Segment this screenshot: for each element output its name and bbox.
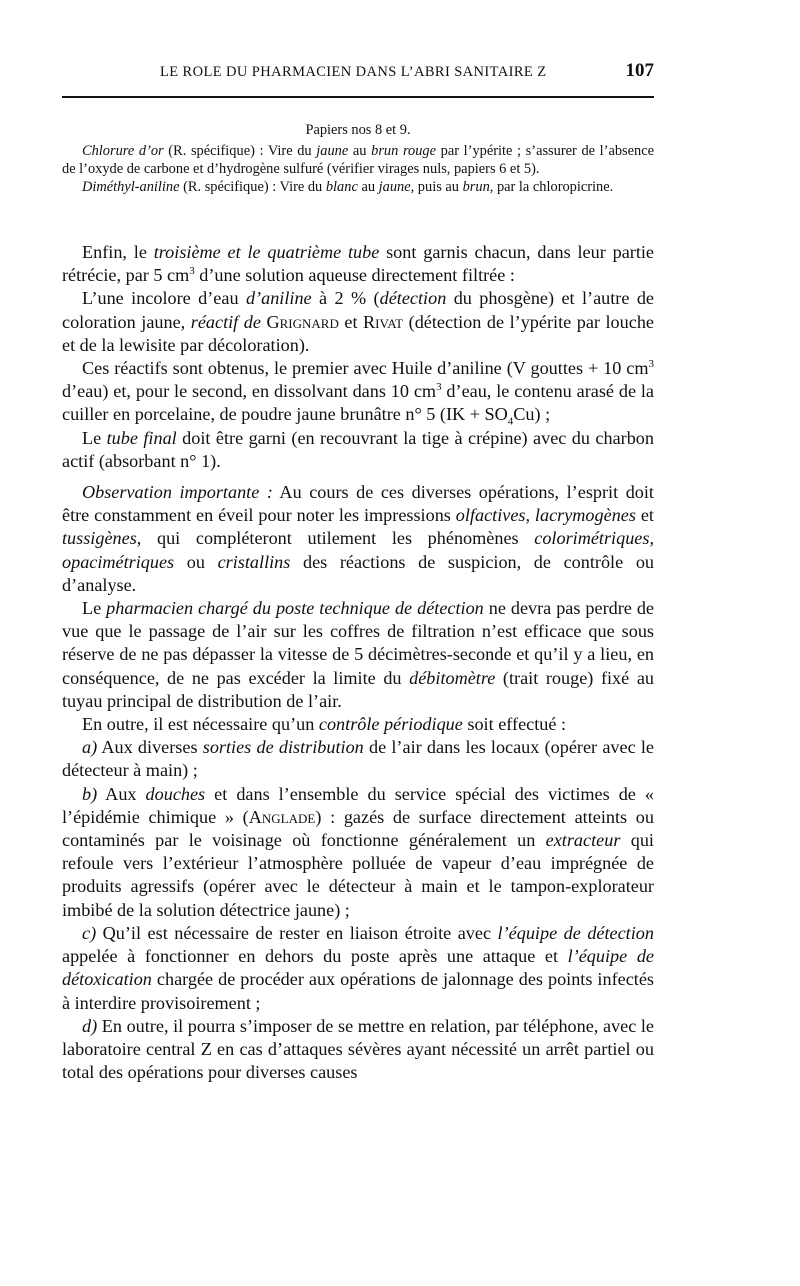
text: ou xyxy=(174,551,218,572)
superscript: 3 xyxy=(189,265,195,278)
note-dimethyl xyxy=(62,178,654,196)
body-text xyxy=(62,241,654,1084)
text: et xyxy=(635,505,654,526)
paragraph-5 xyxy=(62,481,654,597)
list-marker: d) xyxy=(82,1015,98,1036)
term: jaune xyxy=(316,143,349,159)
author-name: Rivat xyxy=(363,311,404,332)
text: En outre, il pourra s’imposer de se mettre en relation, par téléphone, avec le laboratoire central Z en cas d’attaques sévères ayant nécessité un arrêt partiel ou total des opérations pour diverses causes xyxy=(62,1015,654,1083)
text: sont garnis chacun, dans leur partie rétrécie, par 5 cm xyxy=(62,242,654,286)
emphasis: l’équipe de détection xyxy=(497,922,654,943)
note-chlorure xyxy=(62,142,654,178)
text: de l’air dans les locaux (opérer avec le détecteur à main) ; xyxy=(62,737,654,781)
list-marker: c) xyxy=(82,922,97,943)
text: des réactions de suspicion, de contrôle ou d’analyse. xyxy=(62,551,655,595)
text: et dans l’ensemble du service spécial des victimes de « l’épidémie chimique » ( xyxy=(62,783,654,827)
author-name: Grignard xyxy=(266,311,339,332)
emphasis: tube final xyxy=(106,427,177,448)
emphasis: Observation importante : xyxy=(82,482,273,503)
running-title: LE ROLE DU PHARMACIEN DANS L’ABRI SANITAIRE Z xyxy=(160,64,547,80)
term: brun xyxy=(462,179,490,195)
author-name: Anglade xyxy=(248,806,316,827)
text: (détection de l’ypérite par louche et de la lewisite par décoloration). xyxy=(62,311,654,355)
text: par l’ypérite ; s’assurer de l’absence de l’oxyde de carbone et d’hydrogène sulfuré (vérifier virages nuls, papiers 6 et 5). xyxy=(62,143,655,177)
text: Le xyxy=(82,598,107,619)
text: , puis au xyxy=(410,179,463,195)
paragraph-10 xyxy=(62,922,654,1015)
text: au xyxy=(348,143,372,159)
text: appelée à fonctionner en dehors du poste après une attaque et xyxy=(62,946,568,967)
emphasis: pharmacien chargé du poste technique de détection xyxy=(106,598,484,619)
text: Ces réactifs sont obtenus, le premier avec Huile d’aniline (V gouttes + 10 cm xyxy=(82,358,649,379)
paragraph-3 xyxy=(62,357,654,427)
text: En outre, il est nécessaire qu’un xyxy=(82,714,319,735)
text: à 2 % ( xyxy=(311,288,380,309)
superscript: 3 xyxy=(648,357,654,370)
emphasis: détection xyxy=(379,288,447,309)
text: L’une incolore d’eau xyxy=(82,288,246,309)
term: brun rouge xyxy=(371,143,436,159)
term: jaune xyxy=(378,179,411,195)
text: Le xyxy=(82,427,107,448)
emphasis: l’équipe de détoxication xyxy=(62,946,654,990)
text: (R. spécifique) : Vire du xyxy=(179,179,326,195)
text: soit effectué : xyxy=(462,714,567,735)
emphasis: troisième et le quatrième tube xyxy=(153,242,380,262)
text: Au cours de ces diverses opérations, l’esprit doit être constamment en éveil pour noter les impressions xyxy=(62,482,654,526)
text: , par la chloropicrine. xyxy=(489,179,614,195)
text: (trait rouge) fixé au tuyau principal de distribution de l’air. xyxy=(62,667,654,711)
text: d’eau) et, pour le second, en dissolvant dans 10 cm xyxy=(62,381,437,402)
term: Chlorure d’or xyxy=(82,143,164,159)
list-marker: a) xyxy=(82,737,98,758)
reagent-notes xyxy=(62,121,654,196)
paragraph-2 xyxy=(62,287,654,357)
emphasis: débitomètre xyxy=(409,667,496,688)
header-rule xyxy=(62,96,654,98)
emphasis: contrôle périodique xyxy=(318,714,463,735)
papiers-line: Papiers nos 8 et 9. xyxy=(305,122,411,138)
term: blanc xyxy=(325,179,358,195)
paragraph-7 xyxy=(62,713,654,736)
text: Enfin, le xyxy=(82,242,154,262)
page-number: 107 xyxy=(625,60,654,81)
paragraph-8 xyxy=(62,736,654,782)
superscript: 3 xyxy=(436,381,442,394)
text: du phosgène) et l’autre de coloration jaune, xyxy=(62,288,655,332)
text: qui refoule vers l’extérieur l’atmosphère polluée de vapeur d’eau imprégnée de produits agressifs (opérer avec le détecteur à main et le tampon-explorateur imbibé de la solution détectrice jaune) ; xyxy=(62,830,654,920)
running-head xyxy=(62,60,654,84)
term: Diméthyl-aniline xyxy=(82,179,180,195)
paragraph-9 xyxy=(62,783,654,922)
emphasis: tussigènes xyxy=(62,528,137,549)
emphasis: réactif de xyxy=(190,311,261,332)
text: Qu’il est nécessaire de rester en liaison étroite avec xyxy=(96,922,498,943)
text: , qui compléteront utilement les phénomènes xyxy=(136,528,535,549)
text: (R. spécifique) : Vire du xyxy=(163,143,317,159)
emphasis: d’aniline xyxy=(245,288,312,309)
text: doit être garni (en recouvrant la tige à crépine) avec du charbon actif (absorbant n° 1). xyxy=(62,427,654,471)
emphasis: colorimétriques, opacimétriques xyxy=(62,528,654,572)
paragraph-11 xyxy=(62,1015,654,1085)
emphasis: cristallins xyxy=(217,551,291,572)
text: et xyxy=(338,311,364,332)
text: ne devra pas perdre de vue que le passage de l’air sur les coffres de filtration n’est efficace que sous réserve de ne pas dépasser la vitesse de 5 décimètres-seconde et qu’il y a lieu, en conséquence, de ne pas excéder la limite du xyxy=(62,598,655,688)
text: Aux xyxy=(97,783,146,804)
emphasis: olfactives, lacrymogènes xyxy=(455,505,636,526)
paragraph-1 xyxy=(62,241,654,287)
text: Cu) ; xyxy=(513,404,551,425)
paragraph-6 xyxy=(62,597,654,713)
paragraph-4 xyxy=(62,427,654,473)
emphasis: extracteur xyxy=(545,830,621,851)
text: au xyxy=(357,179,379,195)
list-marker: b) xyxy=(82,783,98,804)
text: chargée de procéder aux opérations de jalonnage des points infectés à interdire provisoirement ; xyxy=(62,969,654,1013)
subscript: 4 xyxy=(507,416,514,429)
text: ) : gazés de surface directement atteints ou contaminés par le voisinage où fonctionne généralement un xyxy=(62,806,654,851)
text: d’eau, le contenu arasé de la cuiller en porcelaine, de poudre jaune brunâtre n° 5 (IK + SO xyxy=(62,381,655,425)
emphasis: douches xyxy=(145,783,206,804)
emphasis: sorties de distribution xyxy=(202,737,364,758)
text: d’une solution aqueuse directement filtrée : xyxy=(194,265,515,286)
text: Aux diverses xyxy=(97,737,203,758)
